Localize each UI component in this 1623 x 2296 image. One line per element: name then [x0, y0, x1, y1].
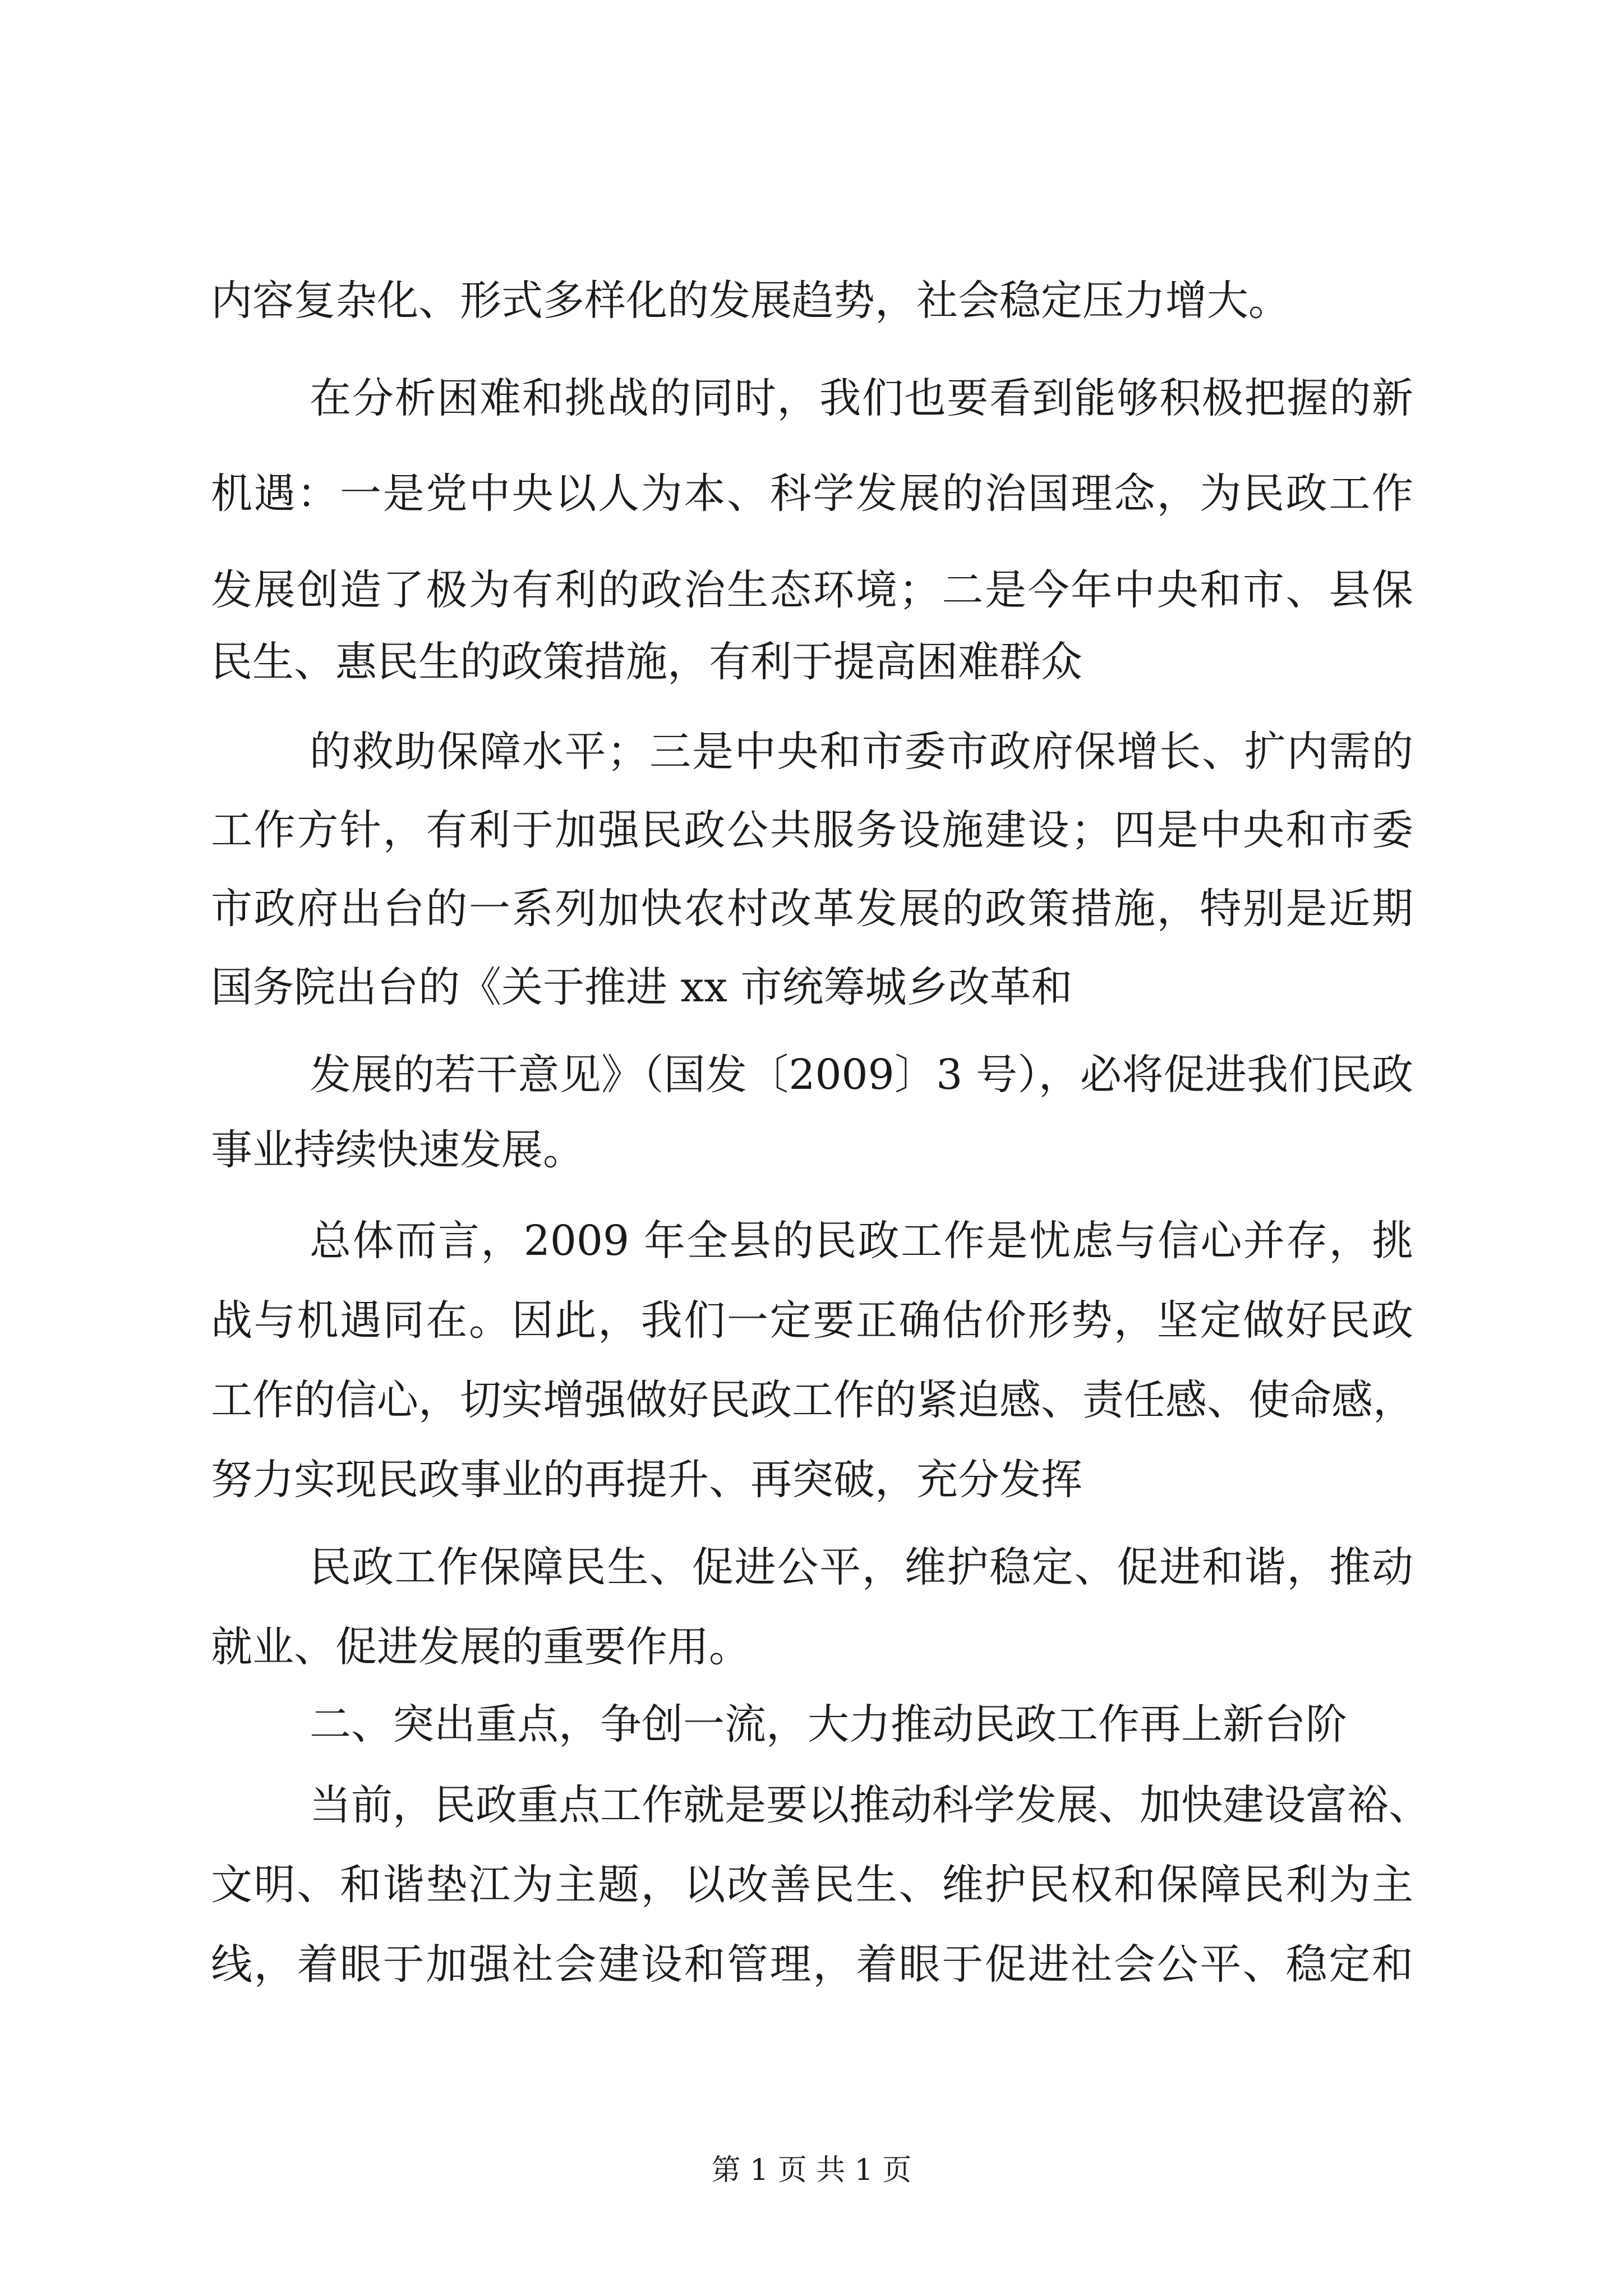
body-line-13: 战与机遇同在。因此，我们一定要正确估价形势，坚定做好民政 [211, 1296, 1413, 1345]
body-line-16: 民政工作保障民生、促进公平，维护稳定、促进和谐，推动 [310, 1543, 1413, 1591]
body-line-12: 总体而言，2009 年全县的民政工作是忧虑与信心并存，挑 [310, 1217, 1413, 1265]
body-line-5: 民生、惠民生的政策措施，有利于提高困难群众 [211, 638, 1082, 686]
body-line-21: 线，着眼于加强社会建设和管理，着眼于促进社会公平、稳定和 [211, 1940, 1413, 1989]
body-line-4: 发展创造了极为有利的政治生态环境；二是今年中央和市、县保 [211, 566, 1413, 614]
body-line-2: 在分析困难和挑战的同时，我们也要看到能够积极把握的新 [310, 374, 1413, 422]
body-line-7: 工作方针，有利于加强民政公共服务设施建设；四是中央和市委 [211, 806, 1413, 854]
body-line-8: 市政府出台的一系列加快农村改革发展的政策措施，特别是近期 [211, 885, 1413, 933]
body-line-6: 的救助保障水平；三是中央和市委市政府保增长、扩内需的 [310, 728, 1413, 776]
section-heading: 二、突出重点，争创一流，大力推动民政工作再上新台阶 [310, 1700, 1347, 1749]
body-line-3: 机遇：一是党中央以人为本、科学发展的治国理念，为民政工作 [211, 470, 1413, 518]
page-number-footer: 第 1 页 共 1 页 [711, 2154, 912, 2187]
body-line-9: 国务院出台的《关于推进 xx 市统筹城乡改革和 [211, 963, 1073, 1011]
body-line-15: 努力实现民政事业的再提升、再突破，充分发挥 [211, 1456, 1082, 1504]
body-line-1: 内容复杂化、形式多样化的发展趋势，社会稳定压力增大。 [211, 277, 1290, 325]
body-line-20: 文明、和谐垫江为主题，以改善民生、维护民权和保障民利为主 [211, 1861, 1413, 1909]
body-line-14: 工作的信心，切实增强做好民政工作的紧迫感、责任感、使命感， [211, 1376, 1414, 1424]
body-line-11: 事业持续快速发展。 [211, 1126, 584, 1174]
body-line-10: 发展的若干意见》（国发〔2009〕3 号），必将促进我们民政 [310, 1051, 1413, 1099]
body-line-19: 当前，民政重点工作就是要以推动科学发展、加快建设富裕、 [310, 1781, 1430, 1829]
body-line-17: 就业、促进发展的重要作用。 [211, 1623, 750, 1671]
